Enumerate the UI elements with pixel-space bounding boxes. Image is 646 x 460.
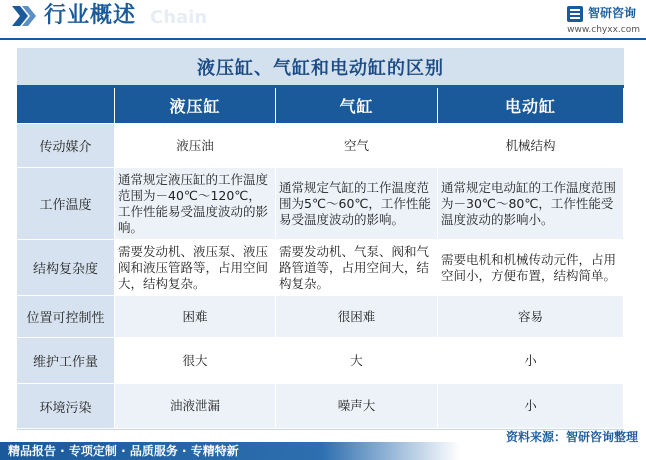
table-cell: 小	[438, 384, 624, 429]
brand-url: www.chyxx.com	[567, 25, 640, 35]
page-header	[0, 0, 646, 40]
section-title: 行业概述	[44, 3, 137, 28]
table-cell: 油液泄漏	[115, 384, 276, 429]
table-cell: 空气	[276, 124, 438, 168]
table-cell: 很大	[115, 338, 276, 384]
table-cell: 机械结构	[438, 124, 624, 168]
column-header-pneumatic: 气缸	[276, 88, 438, 124]
table-cell: 通常规定电动缸的工作温度范围为－30℃～80℃，工作性能受温度波动的影响小。	[438, 168, 624, 240]
column-header-hydraulic: 液压缸	[115, 88, 276, 124]
row-label-position-controllability: 位置可控制性	[17, 296, 115, 338]
column-header-electric: 电动缸	[438, 88, 624, 124]
ghost-watermark-text: Chain	[150, 7, 208, 28]
table-cell: 液压油	[115, 124, 276, 168]
table-cell: 容易	[438, 296, 624, 338]
table-cell: 困难	[115, 296, 276, 338]
row-label-maintenance-workload: 维护工作量	[17, 338, 115, 384]
table-title-band	[17, 48, 624, 88]
table-cell: 大	[276, 338, 438, 384]
footer-tagline-bar	[0, 442, 460, 460]
table-cell: 需要发动机、液压泵、液压阀和液压管路等，占用空间大，结构复杂。	[115, 240, 276, 296]
table-cell: 小	[438, 338, 624, 384]
table-cell: 很困难	[276, 296, 438, 338]
comparison-table	[17, 48, 624, 433]
table-cell: 噪声大	[276, 384, 438, 429]
table-cell: 需要电机和机械传动元件，占用空间小，方便布置，结构简单。	[438, 240, 624, 296]
row-label-operating-temperature: 工作温度	[17, 168, 115, 240]
double-chevron-icon	[12, 6, 36, 26]
footer-tagline: 精品报告 · 专项定制 · 品质服务 · 专精特新	[8, 444, 239, 458]
table-cell: 需要发动机、气泵、阀和气路管道等，占用空间大，结构复杂。	[276, 240, 438, 296]
source-note: 资料来源：智研咨询整理	[505, 430, 638, 444]
row-label-structural-complexity: 结构复杂度	[17, 240, 115, 296]
brand-logo-icon	[567, 6, 583, 22]
table-title: 液压缸、气缸和电动缸的区别	[197, 57, 444, 79]
brand-name: 智研咨询	[588, 6, 637, 20]
table-cell: 通常规定气缸的工作温度范围为5℃～60℃，工作性能易受温度波动的影响。	[276, 168, 438, 240]
row-label-transmission-medium: 传动媒介	[17, 124, 115, 168]
table-cell: 通常规定液压缸的工作温度范围为－40℃～120℃，工作性能易受温度波动的影响。	[115, 168, 276, 240]
header-divider	[0, 38, 646, 40]
row-label-environmental-pollution: 环境污染	[17, 384, 115, 429]
table-corner-cell	[17, 88, 115, 124]
